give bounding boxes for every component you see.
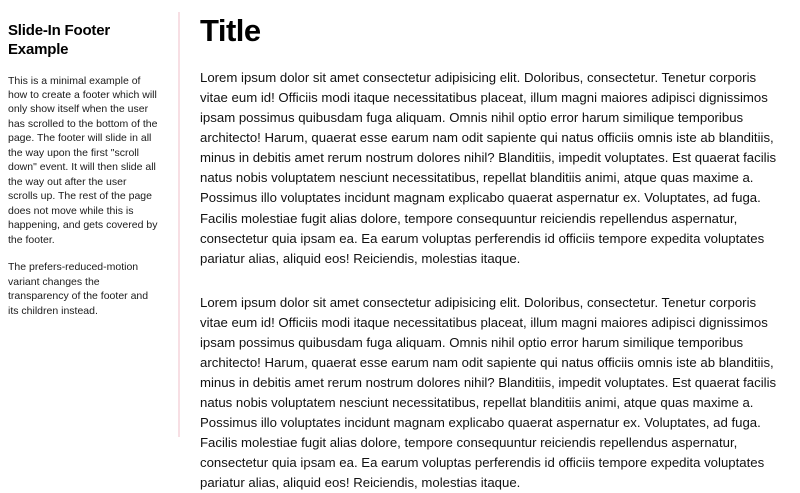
sidebar: [0, 0, 170, 318]
main-paragraph-1: Lorem ipsum dolor sit amet consectetur adipisicing elit. Doloribus, consectetur. Tenetur corporis vitae eum id! Officiis modi itaque necessitatibus placeat, illum magni maiores adipisci dignissimos ipsam possimus quibusdam fuga aliquam. Omnis nihil optio error harum similique temporibus architecto! Harum, quaerat esse earum nam odit sapiente qui natus officiis omnis iste ab blanditiis, minus in debitis amet rerum nostrum dolores nihil? Blanditiis, impedit voluptates. Est quaerat facilis natus nobis voluptatem nesciunt necessitatibus, repellat blanditiis animi, atque quas maxime a. Possimus illo voluptates incidunt magnam explicabo quaerat aspernatur ex. Voluptates, ad fuga. Facilis molestiae fugit alias dolore, tempore consequuntur reiciendis repellendus aspernatur, consectetur quia ipsam ea. Ea earum voluptas perferendis id officiis tempore expedita voluptates pariatur alias, aliquid eos! Reiciendis, molestias itaque.: [200, 70, 777, 266]
main-paragraph-2: Lorem ipsum dolor sit amet consectetur adipisicing elit. Doloribus, consectetur. Tenetur corporis vitae eum id! Officiis modi itaque necessitatibus placeat, illum magni maiores adipisci dignissimos ipsam possimus quibusdam fuga aliquam. Omnis nihil optio error harum similique temporibus architecto! Harum, quaerat esse earum nam odit sapiente qui natus officiis omnis iste ab blanditiis, minus in debitis amet rerum nostrum dolores nihil? Blanditiis, impedit voluptates. Est quaerat facilis natus nobis voluptatem nesciunt necessitatibus, repellat blanditiis animi, atque quas maxime a. Possimus illo voluptates incidunt magnam explicabo quaerat aspernatur ex. Voluptates, ad fuga. Facilis molestiae fugit alias dolore, tempore consequuntur reiciendis repellendus aspernatur, consectetur quia ipsam ea. Ea earum voluptas perferendis id officiis tempore expedita voluptates pariatur alias, aliquid eos! Reiciendis, molestias itaque.: [200, 294, 777, 491]
sidebar-description-paragraph: This is a minimal example of how to create a footer which will only show itself when the user has scrolled to the bottom of the page. The footer will slide in all the way upon the first "scroll down" event. It will then slide all the way out after the user scrolls up. The rest of the page does not move while this is happening, and gets covered by the footer.: [8, 74, 158, 246]
page-title: Title: [200, 13, 261, 48]
sidebar-title: Slide-In Footer Example: [8, 22, 111, 58]
sidebar-reduced-motion-paragraph: The prefers-reduced-motion variant changes the transparency of the footer and its children instead.: [8, 261, 149, 317]
vertical-divider: [178, 12, 180, 437]
main-content: [178, 0, 800, 493]
